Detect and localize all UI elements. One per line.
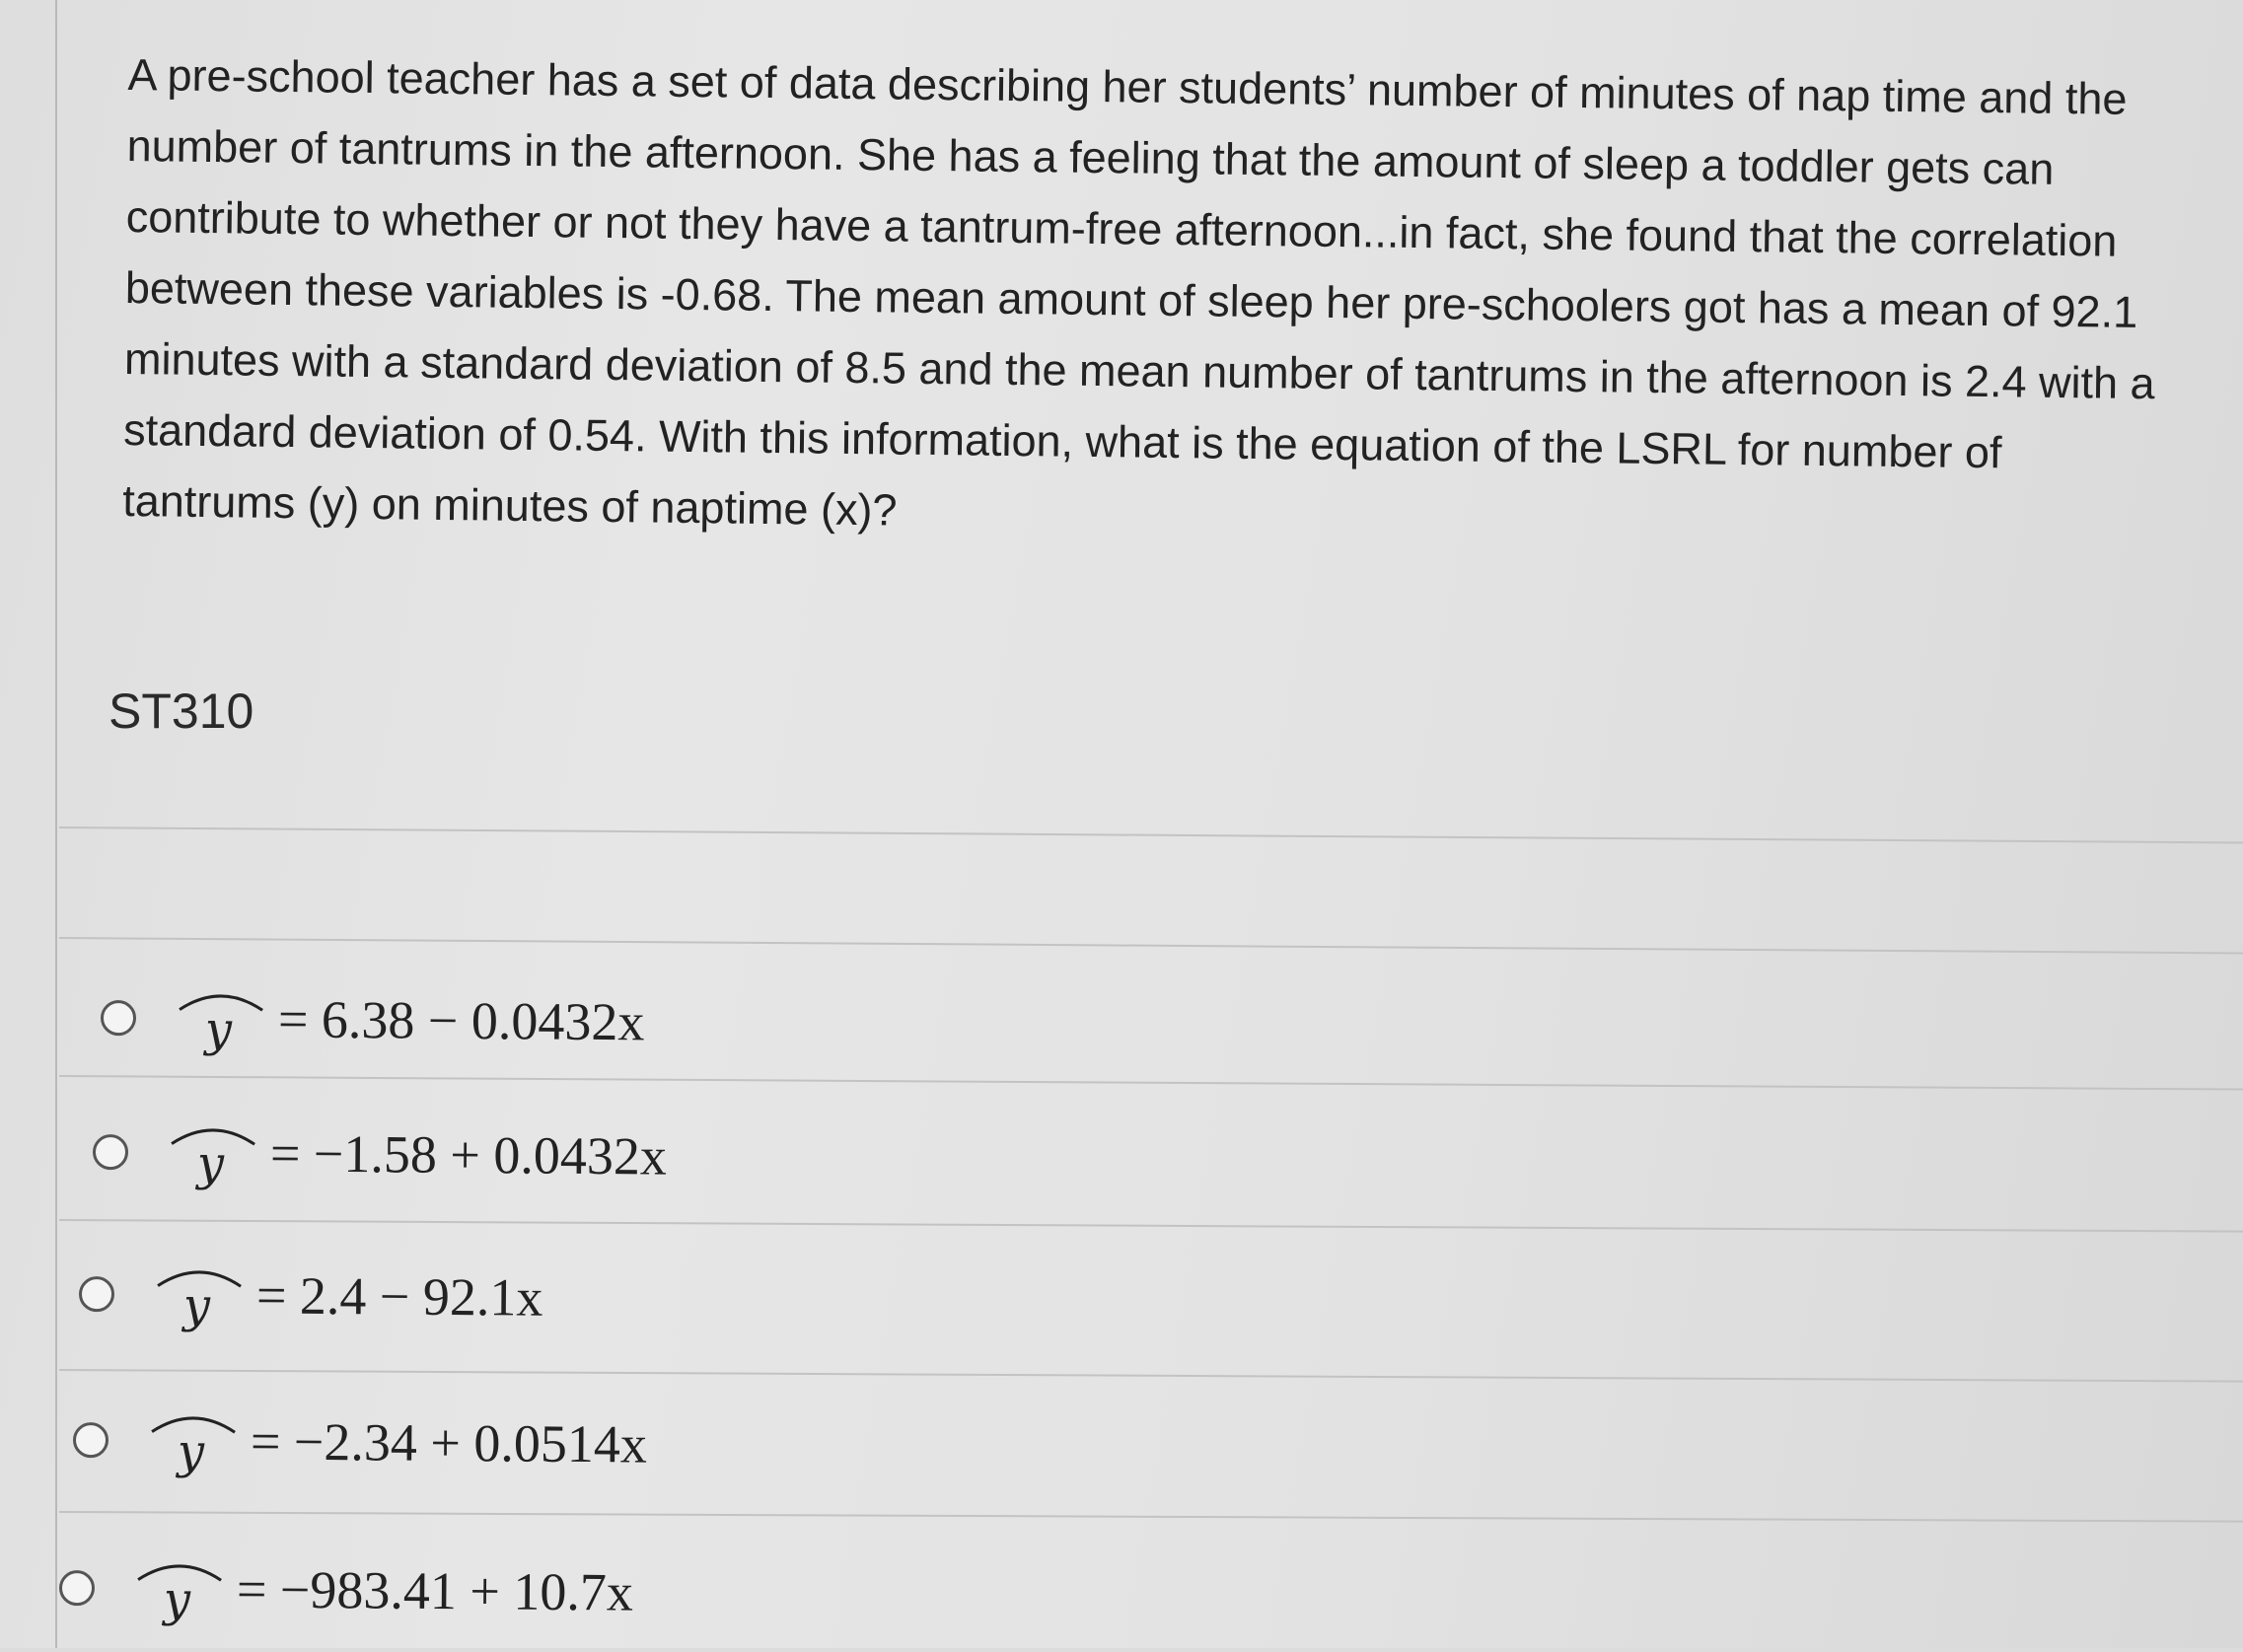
equation-text: = −2.34 + 0.0514x	[250, 1411, 648, 1474]
answer-option-3[interactable]	[79, 1235, 543, 1357]
y-variable: y	[204, 1001, 233, 1058]
radio-button[interactable]	[101, 1000, 136, 1036]
y-variable: y	[182, 1277, 211, 1334]
answer-option-2[interactable]	[93, 1093, 668, 1216]
divider	[59, 1075, 2243, 1091]
answer-option-1[interactable]	[101, 959, 645, 1081]
divider	[59, 1219, 2243, 1233]
radio-button[interactable]	[59, 1570, 95, 1606]
y-variable: y	[196, 1135, 225, 1192]
answer-option-4[interactable]	[73, 1381, 648, 1504]
course-code-label: ST310	[109, 683, 254, 739]
divider	[59, 826, 2243, 843]
y-hat-symbol	[130, 1544, 230, 1634]
equation-text: = 6.38 − 0.0432x	[277, 989, 645, 1052]
equation-text: = −983.41 + 10.7x	[236, 1559, 634, 1622]
y-hat-symbol	[144, 1397, 244, 1486]
left-border-line	[55, 0, 57, 1648]
y-hat-symbol	[164, 1109, 263, 1198]
y-variable: y	[163, 1571, 191, 1628]
equation-text: = −1.58 + 0.0432x	[269, 1123, 668, 1186]
equation-text: = 2.4 − 92.1x	[255, 1265, 543, 1328]
divider	[59, 1511, 2243, 1523]
radio-button[interactable]	[79, 1276, 114, 1312]
y-hat-symbol	[172, 974, 271, 1064]
divider	[59, 937, 2243, 954]
answer-option-5[interactable]	[59, 1529, 634, 1652]
y-hat-symbol	[150, 1251, 250, 1340]
question-text: A pre-school teacher has a set of data describing her students’ number of minutes of nap time and the number of tantrums in the afternoon. She has a feeling that the amount of sleep a toddler gets can contribute to whether or not they have a tantrum-free afternoon...in fact, she found that the correlation between these variables is -0.68. The mean amount of sleep her pre-schoolers got has a mean of 92.1 minutes with a standard deviation of 8.5 and the mean number of tantrums in the afternoon is 2.4 with a standard deviation of 0.54. With this information, what is the equation of the LSRL for number of tantrums (y) on minutes of naptime (x)?	[121, 48, 2155, 536]
y-variable: y	[177, 1423, 205, 1480]
divider	[59, 1369, 2243, 1383]
radio-button[interactable]	[73, 1422, 109, 1458]
radio-button[interactable]	[93, 1134, 128, 1170]
